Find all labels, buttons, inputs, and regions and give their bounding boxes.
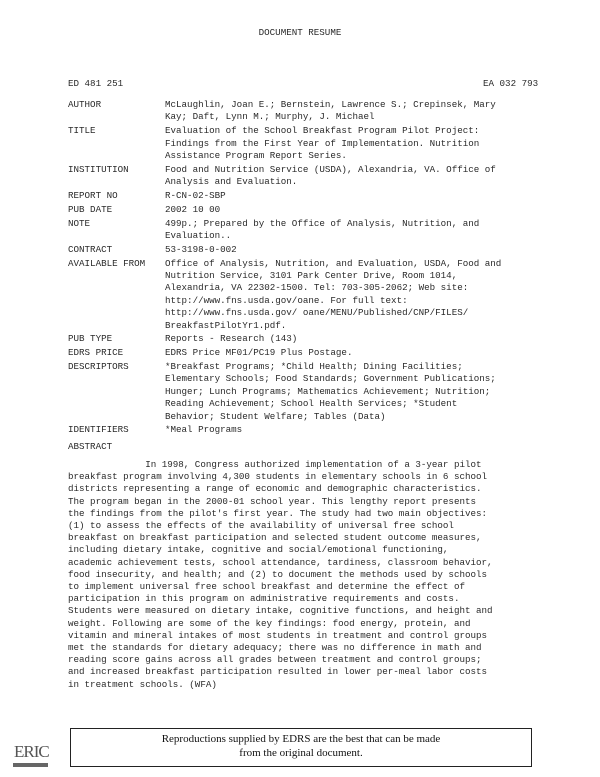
abstract-line: Students were measured on dietary intake, cognitive functions, and height and — [68, 605, 493, 617]
document-title: DOCUMENT RESUME — [258, 27, 342, 38]
field-row-available-from — [68, 258, 501, 332]
field-row-descriptors — [68, 361, 501, 423]
field-value-line: Evaluation.. — [165, 230, 232, 242]
field-value — [165, 164, 496, 189]
field-value-line: Evaluation of the School Breakfast Program Pilot Project: — [165, 125, 480, 137]
abstract-line: in treatment schools. (WFA) — [68, 678, 217, 690]
field-value-line: McLaughlin, Joan E.; Bernstein, Lawrence S.; Crepinsek, Mary — [165, 99, 496, 110]
field-label: IDENTIFIERS — [68, 424, 129, 436]
field-value — [165, 361, 496, 423]
field-value-line: BreakfastPilotYr1.pdf. — [165, 319, 287, 331]
abstract-line: the findings from the pilot's first year. The study had two main objectives: — [68, 507, 488, 519]
field-label: AVAILABLE FROM — [68, 257, 146, 269]
field-value-line: Alexandria, VA 22302-1500. Tel: 703-305-2062; Web site: — [165, 282, 469, 294]
field-label: PUB TYPE — [68, 333, 113, 345]
notice-line-2: from the original document. — [239, 747, 363, 759]
field-row-title — [68, 125, 501, 162]
field-row-contract — [68, 244, 501, 256]
field-value-line: Food and Nutrition Service (USDA), Alexandria, VA. Office of — [165, 163, 496, 175]
abstract-line: reading score gains across all grades between treatment and control groups; — [68, 654, 482, 666]
field-value — [165, 347, 352, 359]
abstract-line: food insecurity, and health; and (2) to document the methods used by schools — [68, 568, 488, 580]
field-value — [165, 125, 479, 162]
field-value — [165, 424, 242, 436]
field-row-edrs-price — [68, 347, 501, 359]
eric-logo: ERIC — [14, 742, 49, 761]
field-value — [165, 190, 226, 202]
field-value — [165, 244, 237, 256]
field-value-line: http://www.fns.usda.gov/ oane/MENU/Published/CNP/FILES/ — [165, 307, 469, 319]
field-value-line: Reports - Research (143) — [165, 333, 298, 345]
field-label: INSTITUTION — [68, 163, 129, 175]
field-value-line: 499p.; Prepared by the Office of Analysis, Nutrition, and — [165, 217, 480, 229]
field-label: TITLE — [68, 125, 96, 137]
notice-line-1: Reproductions supplied by EDRS are the best that can be made — [161, 733, 441, 745]
abstract-line: to implement universal free school breakfast and determine the effect of — [68, 581, 465, 593]
abstract-line: including dietary intake, cognitive and social/emotional functioning, — [68, 544, 449, 556]
field-label: AUTHOR — [68, 99, 102, 110]
abstract-line: breakfast on breakfast participation and selected student outcome measures, — [68, 532, 482, 544]
abstract-line: weight. Following are some of the key findings: food energy, protein, and — [68, 617, 471, 629]
field-value-line: Kay; Daft, Lynn M.; Murphy, J. Michael — [165, 111, 375, 123]
field-label: NOTE — [68, 217, 91, 229]
ea-number: EA 032 793 — [483, 78, 539, 89]
field-value-line: Reading Achievement; School Health Services; *Student — [165, 398, 458, 410]
abstract-line: vitamin and mineral intakes of most students in treatment and control groups — [68, 629, 488, 641]
field-value-line: Assistance Program Report Series. — [165, 150, 347, 162]
abstract-heading: ABSTRACT — [68, 441, 113, 452]
field-value-line: Office of Analysis, Nutrition, and Evaluation, USDA, Food and — [165, 257, 502, 269]
field-value-line: http://www.fns.usda.gov/oane. For full text: — [165, 294, 408, 306]
field-value — [165, 258, 501, 332]
field-row-identifiers — [68, 424, 501, 436]
field-label: DESCRIPTORS — [68, 361, 129, 373]
field-value-line: 2002 10 00 — [165, 203, 221, 215]
field-row-institution — [68, 164, 501, 189]
abstract-line: breakfast program involving 4,300 students in elementary schools in 6 school — [68, 471, 488, 483]
field-value-line: Analysis and Evaluation. — [165, 176, 298, 188]
field-value-line: Findings from the First Year of Implementation. Nutrition — [165, 137, 480, 149]
field-value-line: Nutrition Service, 3101 Park Center Drive, Room 1014, — [165, 270, 458, 282]
field-label: CONTRACT — [68, 243, 113, 255]
reproduction-notice — [70, 728, 532, 767]
field-value-line: Hunger; Lunch Programs; Mathematics Achievement; Nutrition; — [165, 385, 491, 397]
field-value-line: EDRS Price MF01/PC19 Plus Postage. — [165, 347, 353, 359]
field-value — [165, 333, 297, 345]
field-label: EDRS PRICE — [68, 347, 124, 359]
field-value-line: R-CN-02-SBP — [165, 190, 226, 202]
abstract-line: and increased breakfast participation resulted in lower per-meal labor costs — [68, 666, 488, 678]
abstract-line: academic achievement tests, school attendance, tardiness, classroom behavior, — [68, 556, 493, 568]
abstract-line: In 1998, Congress authorized implementation of a 3-year pilot — [68, 459, 482, 470]
abstract-line: The program began in the 2000-01 school year. This lengthy report presents — [68, 495, 476, 507]
field-value — [165, 218, 479, 243]
ed-number: ED 481 251 — [68, 78, 124, 89]
field-row-author — [68, 99, 501, 124]
field-value-line: *Breakfast Programs; *Child Health; Dining Facilities; — [165, 361, 463, 373]
field-value — [165, 99, 496, 124]
field-row-pub-date — [68, 204, 501, 216]
field-value-line: *Meal Programs — [165, 424, 243, 436]
field-label: PUB DATE — [68, 203, 113, 215]
resume-fields — [68, 99, 501, 438]
field-row-report-no — [68, 190, 501, 202]
field-row-note — [68, 218, 501, 243]
eric-logo-bar — [13, 763, 48, 767]
abstract-line: met the standards for dietary adequacy; there was no difference in math and — [68, 642, 482, 654]
field-label: REPORT NO — [68, 190, 118, 202]
field-value-line: 53-3198-0-002 — [165, 243, 237, 255]
abstract-line: participation in this program on administrative requirements and costs. — [68, 593, 460, 605]
field-value-line: Elementary Schools; Food Standards; Government Publications; — [165, 373, 496, 385]
abstract-line: (1) to assess the effects of the availability of universal free school — [68, 520, 454, 532]
field-value — [165, 204, 220, 216]
field-row-pub-type — [68, 333, 501, 345]
abstract-body — [68, 459, 493, 691]
field-value-line: Behavior; Student Welfare; Tables (Data) — [165, 410, 386, 422]
abstract-line: districts representing a range of economic and demographic characteristics. — [68, 483, 482, 495]
